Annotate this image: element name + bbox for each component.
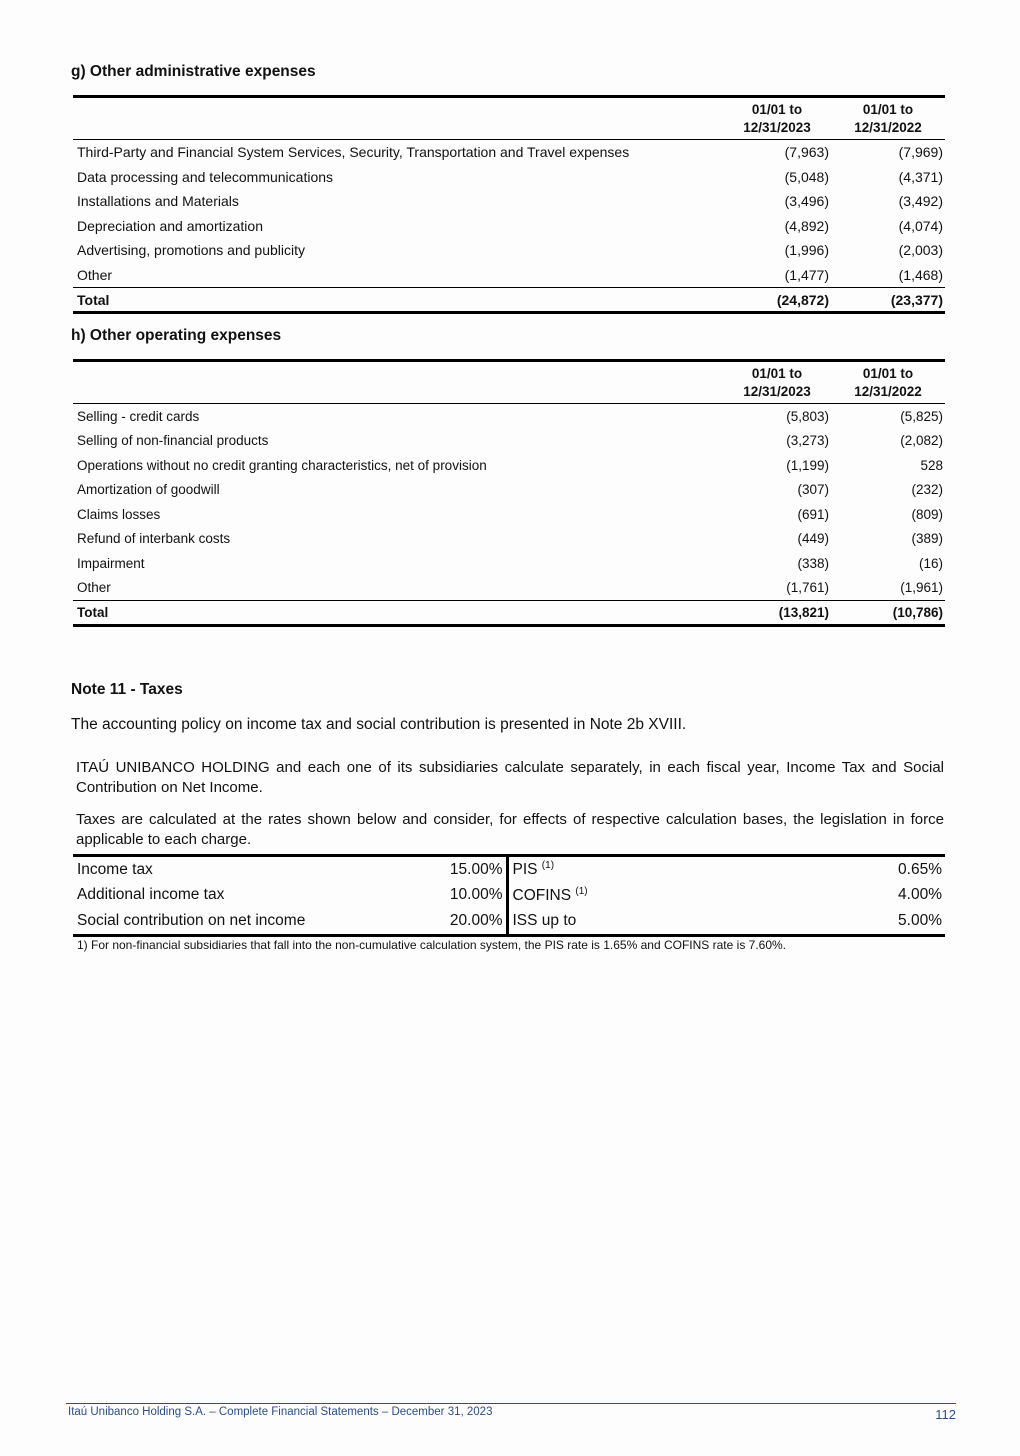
value-2022: (2,082)	[900, 433, 943, 449]
row-label: Depreciation and amortization	[77, 217, 263, 234]
row-label: Selling - credit cards	[77, 408, 200, 424]
table-row	[73, 527, 945, 552]
value-2023: (5,803)	[786, 408, 829, 424]
value-2023: (4,892)	[784, 217, 829, 234]
value-2023: (1,199)	[786, 457, 829, 473]
table-row	[73, 238, 945, 263]
total-2023: (24,872)	[723, 288, 831, 313]
tax-label	[507, 856, 757, 883]
value-2023: (691)	[797, 506, 829, 522]
table-row	[73, 214, 945, 239]
tax-label: Additional income tax	[77, 886, 225, 904]
tax-rate: 15.00%	[373, 856, 507, 883]
total-2022: (10,786)	[831, 601, 945, 626]
tax-name: COFINS	[512, 886, 572, 904]
value-2022: (2,003)	[898, 242, 943, 259]
value-2023: (307)	[797, 482, 829, 498]
tax-rate: 10.00%	[373, 883, 507, 909]
table-row	[73, 551, 945, 576]
admin-expenses-table	[73, 95, 945, 314]
table-header-row	[73, 97, 945, 140]
value-2022: (16)	[918, 555, 943, 571]
row-label: Claims losses	[77, 506, 161, 522]
table-row	[73, 883, 945, 909]
row-label: Data processing and telecommunications	[77, 168, 334, 185]
description-header	[73, 361, 723, 404]
column-2023-header: 01/01 to 12/31/2023	[723, 97, 831, 140]
row-label: Operations without no credit granting characteristics, net of provision	[77, 457, 487, 473]
value-2022: (232)	[911, 482, 943, 498]
footer-text: Itaú Unibanco Holding S.A. – Complete Financial Statements – December 31, 2023	[68, 1406, 493, 1418]
value-2023: (1,996)	[784, 242, 829, 259]
row-label: Amortization of goodwill	[77, 482, 220, 498]
row-label: Other	[77, 266, 113, 283]
value-2023: (5,048)	[784, 168, 829, 185]
total-row	[73, 288, 945, 313]
value-2023: (449)	[797, 531, 829, 547]
table-row	[73, 478, 945, 503]
tax-label	[507, 883, 757, 909]
tax-rates-table	[73, 854, 945, 937]
value-2022: (4,074)	[898, 217, 943, 234]
value-2023: (1,761)	[786, 580, 829, 596]
footnote-ref: (1)	[541, 860, 555, 872]
row-label: Impairment	[77, 555, 145, 571]
table-row	[73, 502, 945, 527]
total-label: Total	[73, 288, 723, 313]
accounting-policy-text: The accounting policy on income tax and social contribution is presented in Note 2b XVIII.	[71, 716, 687, 733]
footnote: 1) For non-financial subsidiaries that fall into the non-cumulative calculation system, the PIS rate is 1.65% and COFINS rate is 7.60%.	[77, 938, 787, 952]
value-2022: (1,961)	[900, 580, 943, 596]
tax-label: Social contribution on net income	[77, 911, 306, 929]
column-2023-header: 01/01 to 12/31/2023	[723, 361, 831, 404]
operating-expenses-table	[73, 359, 945, 627]
tax-label: Income tax	[77, 860, 153, 878]
table-row	[73, 189, 945, 214]
value-2022: (3,492)	[898, 193, 943, 210]
tax-rate: 4.00%	[898, 886, 942, 904]
column-2022-header: 01/01 to 12/31/2022	[831, 97, 945, 140]
calculation-paragraph: ITAÚ UNIBANCO HOLDING and each one of its subsidiaries calculate separately, in each fiscal year, Income Tax and Social Contribution on Net Income.	[76, 759, 944, 796]
table-row	[73, 908, 945, 935]
table-row	[73, 429, 945, 454]
tax-rate: 5.00%	[898, 911, 942, 929]
value-2023: (3,273)	[786, 433, 829, 449]
footer-divider	[66, 1403, 956, 1404]
note-11-title: Note 11 - Taxes	[71, 681, 183, 698]
table-row	[73, 140, 945, 165]
table-row	[73, 576, 945, 601]
tax-label	[507, 908, 757, 935]
value-2022: (5,825)	[900, 408, 943, 424]
value-2023: (338)	[797, 555, 829, 571]
value-2022: (7,969)	[898, 144, 943, 161]
value-2023: (7,963)	[784, 144, 829, 161]
value-2022: (389)	[911, 531, 943, 547]
page-number: 112	[935, 1407, 956, 1422]
value-2022: (809)	[911, 506, 943, 522]
rates-paragraph: Taxes are calculated at the rates shown below and consider, for effects of respective calculation bases, the legislation in force applicable to each charge.	[76, 811, 944, 848]
row-label: Installations and Materials	[77, 193, 239, 210]
total-row	[73, 601, 945, 626]
table-row	[73, 404, 945, 429]
tax-name: PIS	[512, 861, 538, 879]
tax-rate: 20.00%	[373, 908, 507, 935]
table-header-row	[73, 361, 945, 404]
value-2022: 528	[920, 457, 943, 473]
row-label: Other	[77, 580, 111, 596]
table-row	[73, 263, 945, 288]
admin-expenses-title: g) Other administrative expenses	[71, 63, 316, 80]
value-2023: (1,477)	[784, 266, 829, 283]
row-label: Refund of interbank costs	[77, 531, 231, 547]
total-label: Total	[73, 601, 723, 626]
row-label: Selling of non-financial products	[77, 433, 269, 449]
value-2023: (3,496)	[784, 193, 829, 210]
footnote-ref: (1)	[575, 885, 588, 897]
table-row	[73, 856, 945, 883]
row-label: Third-Party and Financial System Services, Security, Transportation and Travel expenses	[77, 144, 630, 161]
tax-name: ISS up to	[512, 911, 577, 929]
column-2022-header: 01/01 to 12/31/2022	[831, 361, 945, 404]
table-row	[73, 165, 945, 190]
tax-rate: 0.65%	[898, 860, 942, 878]
total-2023: (13,821)	[723, 601, 831, 626]
value-2022: (1,468)	[898, 266, 943, 283]
value-2022: (4,371)	[898, 168, 943, 185]
total-2022: (23,377)	[831, 288, 945, 313]
table-row	[73, 453, 945, 478]
description-header	[73, 97, 723, 140]
operating-expenses-title: h) Other operating expenses	[71, 327, 282, 344]
row-label: Advertising, promotions and publicity	[77, 242, 306, 259]
